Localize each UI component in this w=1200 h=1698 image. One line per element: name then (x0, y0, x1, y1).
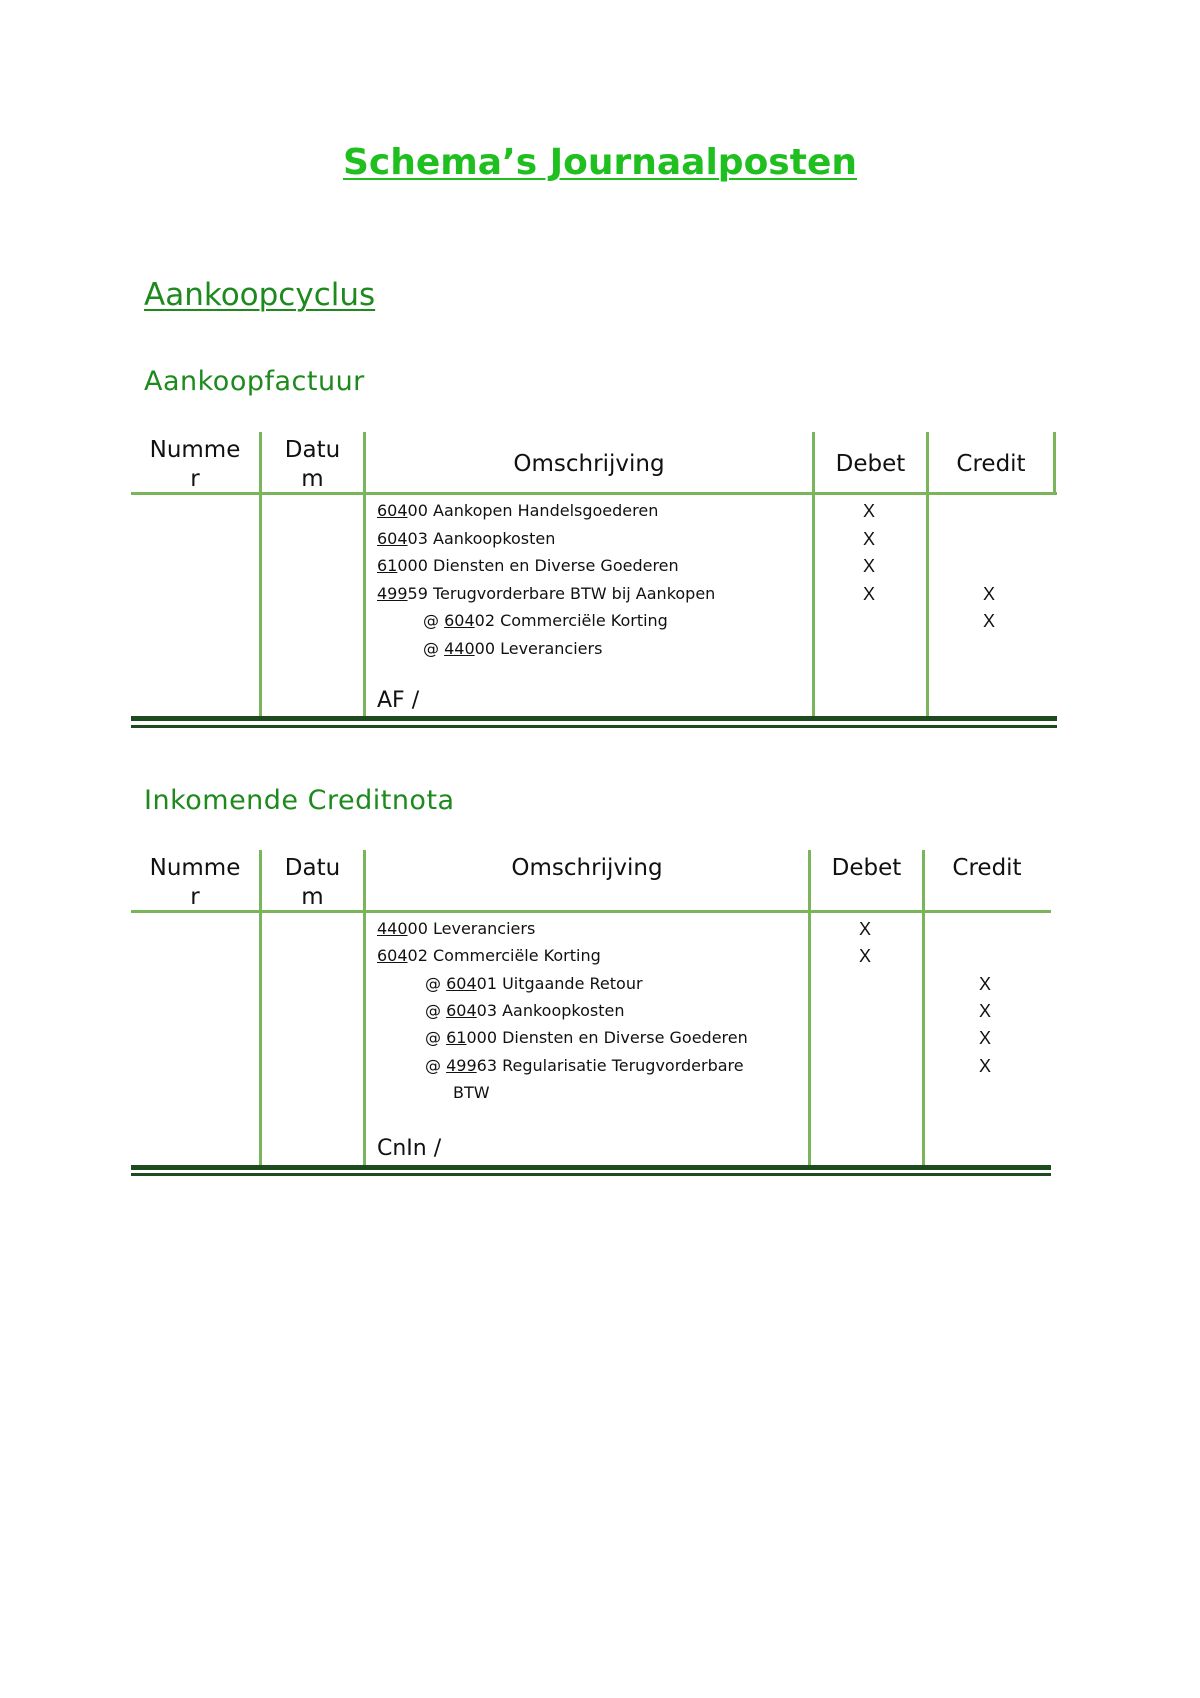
account-code-group: 499 (377, 583, 408, 603)
debit-mark: X (862, 583, 875, 604)
account-name: Leveranciers (495, 638, 603, 658)
account-code-group: 440 (444, 638, 475, 658)
debit-mark: X (858, 919, 871, 939)
account-code-rest: 03 (407, 528, 428, 548)
account-code-group: 61 (446, 1028, 467, 1048)
credit-mark: X (978, 1055, 991, 1076)
account-name: BTW (453, 1082, 490, 1102)
footer-rule (131, 1173, 1051, 1176)
journal-heading-inkomende-creditnota: Inkomende Creditnota (144, 785, 455, 816)
footer-rule (131, 725, 1057, 728)
journal-line (377, 501, 658, 520)
journal-line (377, 584, 715, 603)
footer-rule (131, 716, 1057, 721)
account-name: Diensten en Diverse Goederen (427, 556, 679, 575)
column-divider (363, 850, 366, 1168)
at-prefix: @ (425, 1055, 447, 1075)
account-name: Terugvorderbare BTW bij Aankopen (427, 583, 716, 603)
journal-line (425, 974, 643, 993)
journal-line (423, 639, 602, 658)
journal-line (425, 1056, 744, 1075)
account-code-rest: 00 (407, 501, 428, 520)
at-prefix: @ (425, 1028, 447, 1048)
account-code-rest: 02 (407, 946, 428, 966)
credit-mark: X (982, 611, 995, 631)
account-name: Commerciële Korting (495, 611, 668, 630)
account-code-rest: 59 (407, 583, 428, 603)
debit-mark: X (862, 556, 875, 576)
column-divider (922, 850, 925, 1168)
at-prefix: @ (423, 611, 445, 630)
debit-mark: X (862, 501, 875, 521)
closing-reference: CnIn / (377, 1136, 442, 1161)
account-code-group: 604 (446, 1000, 477, 1020)
debit-mark: X (858, 946, 871, 967)
journal-heading-aankoopfactuur: Aankoopfactuur (144, 366, 365, 397)
debit-mark: X (862, 528, 875, 549)
credit-mark: X (978, 1028, 991, 1049)
account-code-group: 499 (446, 1055, 477, 1075)
col-header-description: Omschrijving (513, 451, 665, 477)
col-header-date: Datu m (284, 437, 341, 492)
journal-line (377, 946, 601, 965)
account-code-rest: 00 (474, 638, 495, 658)
col-header-number: Numme r (149, 437, 241, 492)
account-code-rest: 02 (474, 611, 495, 630)
account-code-group: 604 (444, 611, 475, 630)
page-title: Schema’s Journaalposten (342, 142, 857, 183)
account-code-rest: 01 (476, 973, 497, 993)
at-prefix: @ (425, 1000, 447, 1020)
col-header-debit: Debet (831, 855, 902, 881)
section-heading: Aankoopcyclus (144, 277, 376, 313)
closing-reference: AF / (377, 688, 420, 713)
journal-line (377, 529, 555, 548)
footer-rule (131, 1165, 1051, 1170)
col-header-debit: Debet (835, 451, 906, 477)
account-code-group: 604 (446, 973, 477, 993)
col-header-number: Numme r (149, 855, 241, 910)
credit-mark: X (982, 583, 995, 604)
account-code-group: 604 (377, 528, 408, 548)
account-code-group: 604 (377, 501, 408, 520)
account-name: Aankopen Handelsgoederen (427, 501, 659, 520)
account-code-rest: 00 (407, 919, 428, 938)
account-name: Regularisatie Terugvorderbare (497, 1055, 744, 1075)
col-header-description: Omschrijving (511, 855, 663, 881)
account-code-rest: 03 (476, 1000, 497, 1020)
journal-table-inkomende-creditnota (131, 850, 1051, 1176)
account-code-group: 61 (377, 556, 398, 575)
account-code-rest: 63 (476, 1055, 497, 1075)
journal-line (453, 1083, 490, 1102)
account-code-group: 440 (377, 919, 408, 938)
account-code-rest: 000 (397, 556, 428, 575)
credit-mark: X (978, 973, 991, 994)
at-prefix: @ (425, 973, 447, 993)
col-header-date: Datu m (284, 855, 341, 910)
column-divider (808, 850, 811, 1168)
account-name: Diensten en Diverse Goederen (497, 1028, 748, 1048)
journal-table-aankoopfactuur (131, 432, 1057, 728)
account-name: Aankoopkosten (427, 528, 556, 548)
account-name: Commerciële Korting (427, 946, 601, 966)
journal-line (377, 556, 679, 575)
col-header-credit: Credit (956, 451, 1026, 477)
credit-mark: X (978, 1000, 991, 1021)
journal-line (425, 1028, 748, 1047)
account-code-rest: 000 (466, 1028, 497, 1048)
journal-line (423, 611, 668, 630)
at-prefix: @ (423, 638, 445, 658)
account-code-group: 604 (377, 946, 408, 966)
journal-line (377, 919, 535, 938)
account-name: Uitgaande Retour (497, 973, 643, 993)
journal-line (425, 1001, 624, 1020)
account-name: Aankoopkosten (497, 1000, 625, 1020)
col-header-credit: Credit (952, 855, 1022, 881)
account-name: Leveranciers (427, 919, 536, 938)
column-divider (1053, 432, 1056, 492)
